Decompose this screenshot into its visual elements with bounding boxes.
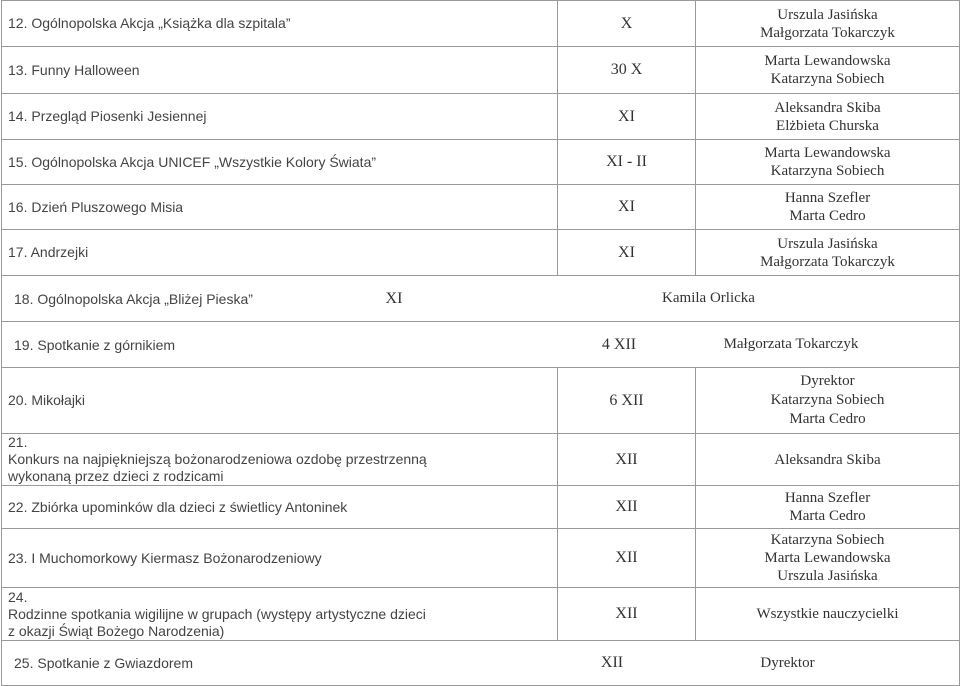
event-title-cell <box>2 434 558 486</box>
event-number: 18. <box>14 290 34 307</box>
event-title-cell <box>2 230 558 276</box>
event-number: 12. <box>8 15 28 31</box>
event-date: XI <box>558 94 696 140</box>
event-people <box>696 94 960 140</box>
event-date: 4 XII <box>601 335 637 353</box>
event-title: Konkurs na najpiękniejszą bożonarodzeniowa ozdobę przestrzenną <box>8 451 427 467</box>
event-people <box>696 529 960 588</box>
event-title-line <box>8 434 551 468</box>
table-row <box>2 47 960 94</box>
event-date: XI <box>558 185 696 230</box>
person-name: Małgorzata Tokarczyk <box>760 24 895 41</box>
person-name: Elżbieta Churska <box>776 117 879 134</box>
person-name: Wszystkie nauczycielki <box>756 606 899 622</box>
person-name: Urszula Jasińska <box>777 6 878 23</box>
person-name: Aleksandra Skiba <box>774 99 881 116</box>
table-row <box>2 1 960 47</box>
event-title-cell <box>2 368 558 434</box>
event-title: Andrzejki <box>30 244 89 260</box>
event-title-cell <box>2 529 558 588</box>
event-number: 24. <box>8 588 28 605</box>
event-number: 21. <box>8 434 28 450</box>
person-name: Urszula Jasińska <box>777 235 878 252</box>
event-number: 20. <box>8 392 28 408</box>
event-date: XII <box>558 588 696 641</box>
person-name: Hanna Szefler <box>784 490 871 506</box>
event-title-cell <box>2 140 558 185</box>
table-row <box>2 641 960 686</box>
event-title-cell <box>2 486 558 529</box>
event-title-cell <box>8 337 574 353</box>
event-date: XII <box>558 486 696 529</box>
person-name: Dyrektor <box>800 373 855 389</box>
event-number: 23. <box>8 549 28 566</box>
event-people <box>696 1 960 47</box>
person-name: Dyrektor <box>760 654 815 671</box>
event-people <box>696 230 960 276</box>
event-people <box>696 588 960 641</box>
event-people <box>696 368 960 434</box>
person-name: Marta Lewandowska <box>764 550 891 566</box>
person-name: Marta Cedro <box>789 508 866 524</box>
event-title: I Muchomorkowy Kiermasz Bożonarodzeniowy <box>31 549 322 566</box>
event-date: X <box>558 1 696 47</box>
event-title: Funny Halloween <box>31 61 140 78</box>
event-people <box>696 47 960 94</box>
event-inline-cell <box>2 276 960 322</box>
event-title: Ogólnopolska Akcja „Bliżej Pieska” <box>37 290 253 307</box>
person-name: Marta Cedro <box>789 208 866 224</box>
table-row <box>2 529 960 588</box>
event-inline-cell <box>2 641 960 686</box>
event-people <box>696 486 960 529</box>
person-name: Kamila Orlicka <box>662 290 755 306</box>
table-row <box>2 486 960 529</box>
person-name: Aleksandra Skiba <box>774 451 881 468</box>
person-name: Marta Lewandowska <box>764 53 891 69</box>
event-title: Przegląd Piosenki Jesiennej <box>31 108 207 124</box>
table-row <box>2 322 960 368</box>
event-title: Ogólnopolska Akcja UNICEF „Wszystkie Kolory Świata” <box>31 153 377 170</box>
event-number: 13. <box>8 61 28 78</box>
event-number: 15. <box>8 153 28 170</box>
person-name: Małgorzata Tokarczyk <box>723 336 859 352</box>
event-number: 17. <box>8 244 28 260</box>
events-table <box>1 0 960 686</box>
event-date: XI <box>385 289 403 307</box>
event-number: 16. <box>8 198 28 215</box>
event-number: 25. <box>14 655 34 671</box>
event-title-cell <box>2 588 558 641</box>
person-name: Katarzyna Sobiech <box>770 532 885 548</box>
event-title: Dzień Pluszowego Misia <box>31 198 184 215</box>
person-name: Hanna Szefler <box>784 190 871 206</box>
event-title: Spotkanie z Gwiazdorem <box>37 655 193 671</box>
person-name: Katarzyna Sobiech <box>770 163 885 179</box>
person-name: Marta Lewandowska <box>764 145 891 161</box>
person-name: Urszula Jasińska <box>777 568 878 584</box>
event-title-line <box>8 589 551 623</box>
event-title-cell <box>2 94 558 140</box>
event-date: XI <box>558 230 696 276</box>
event-date: XII <box>558 529 696 588</box>
event-inline-cell <box>2 322 960 368</box>
event-date: XII <box>600 654 624 671</box>
event-title-line: wykonaną przez dzieci z rodzicami <box>8 468 224 484</box>
event-date: XII <box>558 434 696 486</box>
table-row <box>2 434 960 486</box>
table-row <box>2 140 960 185</box>
event-title-cell <box>2 185 558 230</box>
table-row <box>2 368 960 434</box>
event-people <box>696 434 960 486</box>
table-row <box>2 94 960 140</box>
event-title: Mikołajki <box>31 392 86 408</box>
table-row <box>2 588 960 641</box>
event-title-cell <box>2 47 558 94</box>
event-title-cell <box>8 655 574 671</box>
event-number: 22. <box>8 498 28 515</box>
person-name: Małgorzata Tokarczyk <box>760 253 895 270</box>
event-number: 19. <box>14 336 34 353</box>
event-number: 14. <box>8 108 28 124</box>
person-name: Marta Cedro <box>789 411 866 427</box>
event-people <box>696 185 960 230</box>
event-date: 30 X <box>558 47 696 94</box>
table-row <box>2 185 960 230</box>
event-title-cell <box>2 1 558 47</box>
event-title: Spotkanie z górnikiem <box>37 336 176 353</box>
person-name: Katarzyna Sobiech <box>770 71 885 87</box>
event-date: XI - II <box>558 140 696 185</box>
event-title: Ogólnopolska Akcja „Książka dla szpitala” <box>31 15 291 31</box>
event-people <box>696 140 960 185</box>
event-title: Rodzinne spotkania wigilijne w grupach (występy artystyczne dzieci <box>8 605 426 622</box>
table-row <box>2 276 960 322</box>
event-title: Zbiórka upominków dla dzieci z świetlicy Antoninek <box>31 498 348 515</box>
table-row <box>2 230 960 276</box>
person-name: Katarzyna Sobiech <box>770 392 885 408</box>
event-date: 6 XII <box>558 368 696 434</box>
event-title-line: z okazji Świąt Bożego Narodzenia) <box>8 622 225 639</box>
